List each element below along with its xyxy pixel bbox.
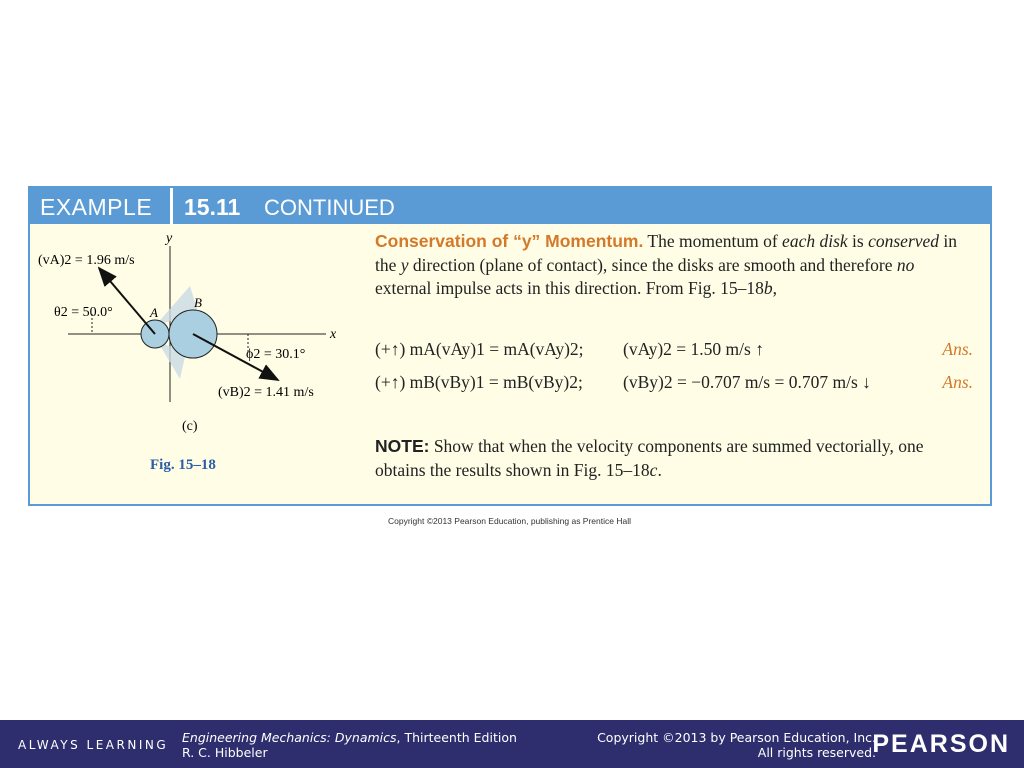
velocity-a-arrow — [99, 268, 155, 334]
example-card — [28, 186, 992, 506]
body-text: in the — [375, 231, 958, 275]
pearson-logo: PEARSON — [872, 730, 1010, 758]
vb2-label: (vB)2 = 1.41 m/s — [218, 385, 314, 400]
va2-label: (vA)2 = 1.96 m/s — [38, 253, 135, 268]
figure-15-18c — [30, 224, 360, 506]
body-text-italic: b — [763, 278, 773, 298]
example-number: 15.11 — [184, 194, 241, 220]
figure-copyright: Copyright ©2013 Pearson Education, publishing as Prentice Hall — [388, 516, 631, 526]
x-axis-label: x — [330, 327, 337, 342]
book-author: R. C. Hibbeler — [182, 745, 268, 760]
part-label: (c) — [182, 419, 198, 434]
note-fig-c: c — [649, 460, 658, 480]
copyright-notice — [597, 730, 876, 760]
example-banner — [30, 188, 990, 224]
equation-lhs: (+↑) mB(vBy)1 = mB(vBy)2; — [375, 372, 583, 392]
disk-b-label: B — [194, 295, 202, 310]
equation-lhs: (+↑) mA(vAy)1 = mA(vAy)2; — [375, 339, 584, 359]
note-text: Show that when the velocity components are summed vectorially, one obtains the results shown in Fig. 15–18 — [375, 436, 924, 480]
equations — [375, 339, 975, 405]
disk-a-label: A — [150, 305, 158, 320]
body-text: is — [847, 231, 869, 251]
banner-divider — [170, 188, 173, 224]
figure-caption: Fig. 15–18 — [150, 457, 216, 473]
body-text: direction (plane of contact), since the disks are smooth and therefore — [408, 254, 897, 275]
body-text: external impulse acts in this direction. From Fig. 15–18 — [375, 278, 764, 298]
body-text-italic: y — [400, 254, 409, 275]
body-text-italic: each disk — [782, 231, 848, 251]
body-text: The momentum of — [643, 231, 783, 251]
note-end: . — [657, 460, 662, 480]
equation-row — [375, 339, 975, 372]
answer-label: Ans. — [942, 339, 973, 359]
continued-label: CONTINUED — [264, 195, 395, 220]
book-edition: , Thirteenth Edition — [396, 730, 517, 745]
book-info — [182, 730, 517, 760]
book-title: Engineering Mechanics: Dynamics — [182, 730, 397, 745]
y-axis-label: y — [166, 231, 173, 246]
footer-bar — [0, 720, 1024, 768]
section-heading: Conservation of “y” Momentum. — [375, 231, 644, 251]
note-label: NOTE: — [375, 436, 430, 456]
equation-row — [375, 372, 975, 405]
body-text-italic: conserved — [868, 231, 940, 251]
note-paragraph — [375, 434, 975, 482]
always-learning-tagline: ALWAYS LEARNING — [18, 738, 169, 752]
body-text: , — [772, 278, 777, 298]
answer-label: Ans. — [942, 372, 973, 392]
equation-result: (vAy)2 = 1.50 m/s ↑ — [623, 339, 764, 359]
example-label: EXAMPLE — [40, 194, 153, 220]
phi-label: ϕ2 = 30.1° — [246, 347, 306, 362]
theta-label: θ2 = 50.0° — [54, 305, 113, 320]
rights-line: All rights reserved. — [757, 745, 876, 760]
body-text-italic: no — [896, 254, 915, 275]
copyright-line: Copyright ©2013 by Pearson Education, Inc. — [597, 730, 876, 745]
equation-result: (vBy)2 = −0.707 m/s = 0.707 m/s ↓ — [623, 372, 871, 392]
conservation-paragraph — [375, 230, 975, 301]
